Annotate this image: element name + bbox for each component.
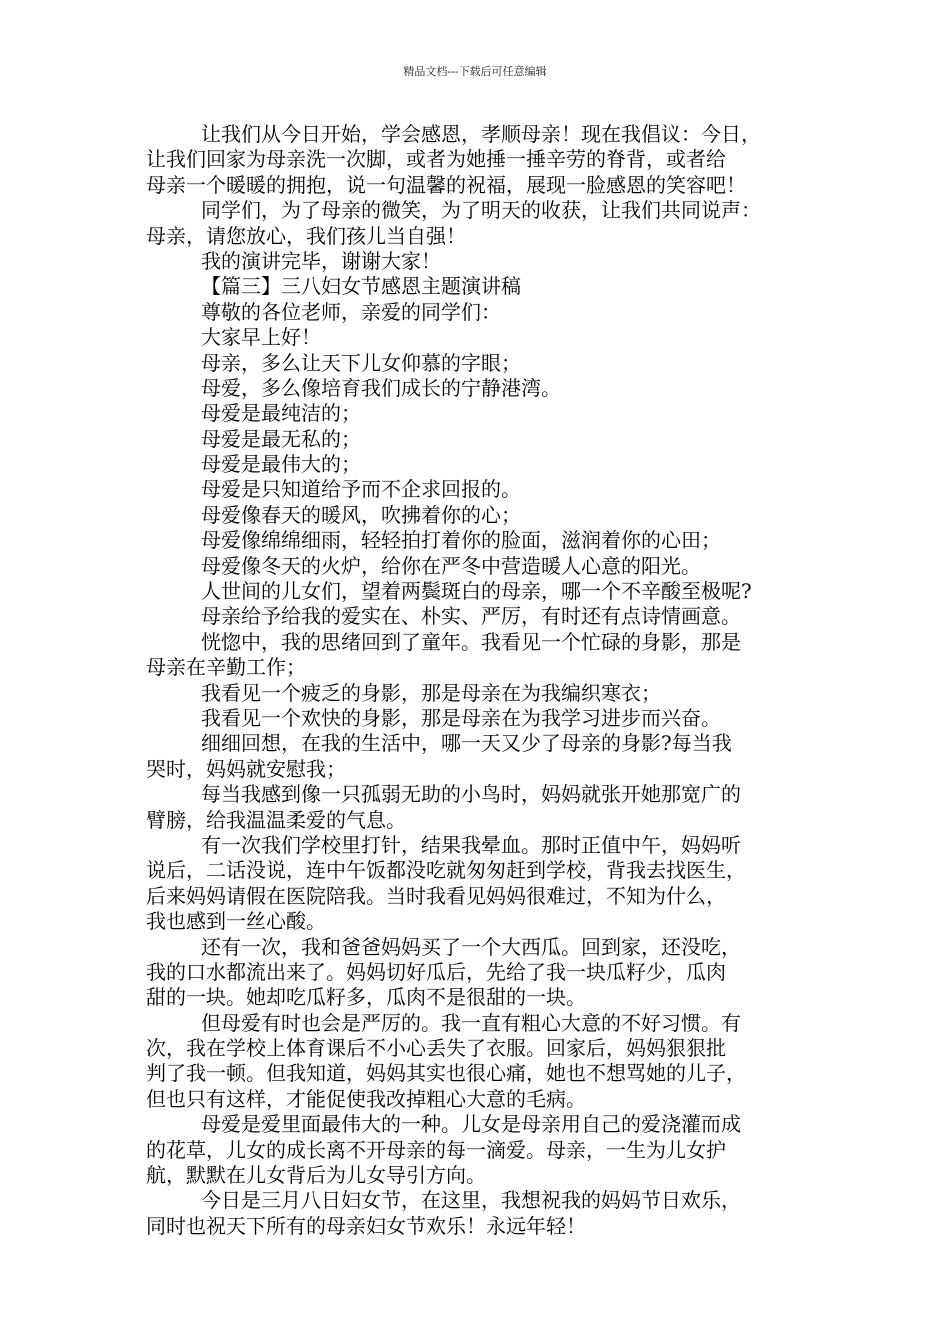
text-line: 母爱，多么像培育我们成长的宁静港湾。: [201, 375, 561, 400]
text-line: 我也感到一丝心酸。: [146, 909, 326, 934]
text-line: 今日是三月八日妇女节，在这里，我想祝我的妈妈节日欢乐，: [201, 1188, 741, 1213]
text-line: 判了我一顿。但我知道，妈妈其实也很心痛，她也不想骂她的儿子，: [146, 1061, 746, 1086]
text-line: 同时也祝天下所有的母亲妇女节欢乐！永远年轻！: [146, 1213, 586, 1238]
text-line: 臂膀，给我温温柔爱的气息。: [146, 807, 406, 832]
text-line: 母爱是最伟大的；: [201, 452, 361, 477]
text-line: 航，默默在儿女背后为儿女导引方向。: [146, 1163, 486, 1188]
text-line: 有一次我们学校里打针，结果我晕血。那时正值中午，妈妈听: [201, 832, 741, 857]
text-line: 我的演讲完毕，谢谢大家！: [201, 248, 441, 273]
text-line: 次，我在学校上体育课后不小心丢失了衣服。回家后，妈妈狠狠批: [146, 1036, 726, 1061]
text-line: 但母爱有时也会是严厉的。我一直有粗心大意的不好习惯。有: [201, 1010, 741, 1035]
text-line: 恍惚中，我的思绪回到了童年。我看见一个忙碌的身影，那是: [201, 629, 741, 654]
text-line: 母爱是爱里面最伟大的一种。儿女是母亲用自己的爱浇灌而成: [201, 1112, 741, 1137]
text-line: 母亲，请您放心，我们孩儿当自强！: [146, 223, 466, 248]
text-line: 我看见一个欢快的身影，那是母亲在为我学习进步而兴奋。: [201, 705, 721, 730]
text-line: 母亲给予给我的爱实在、朴实、严厉，有时还有点诗情画意。: [201, 604, 741, 629]
text-line: 让我们从今日开始，学会感恩，孝顺母亲！现在我倡议：今日，: [201, 122, 761, 146]
document-body: [146, 122, 806, 1239]
text-line: 的花草，儿女的成长离不开母亲的每一滴爱。母亲，一生为儿女护: [146, 1137, 726, 1162]
page-header: 精品文档---下载后可任意编辑: [403, 65, 547, 78]
text-line: 让我们回家为母亲洗一次脚，或者为她捶一捶辛劳的脊背，或者给: [146, 147, 726, 172]
text-line: 母爱是最无私的；: [201, 426, 361, 451]
text-line: 母爱像绵绵细雨，轻轻拍打着你的脸面，滋润着你的心田；: [201, 528, 721, 553]
text-line: 母爱是只知道给予而不企求回报的。: [201, 477, 521, 502]
text-line: 母爱像冬天的火炉，给你在严冬中营造暖人心意的阳光。: [201, 553, 701, 578]
text-line: 母亲在辛勤工作；: [146, 655, 306, 680]
text-line: 但也只有这样，才能促使我改掉粗心大意的毛病。: [146, 1086, 586, 1111]
text-line: 母亲一个暖暖的拥抱，说一句温馨的祝福，展现一脸感恩的笑容吧！: [146, 172, 746, 197]
text-line: 母亲，多么让天下儿女仰慕的字眼；: [201, 350, 521, 375]
text-line: 每当我感到像一只孤弱无助的小鸟时，妈妈就张开她那宽广的: [201, 782, 741, 807]
text-line: 后来妈妈请假在医院陪我。当时我看见妈妈很难过，不知为什么，: [146, 883, 726, 908]
text-line: 说后，二话没说，连中午饭都没吃就匆匆赶到学校，背我去找医生，: [146, 858, 746, 883]
text-line: 我看见一个疲乏的身影，那是母亲在为我编织寒衣；: [201, 680, 661, 705]
text-line: 人世间的儿女们，望着两鬓斑白的母亲，哪一个不辛酸至极呢?: [201, 579, 752, 604]
text-line: 我的口水都流出来了。妈妈切好瓜后，先给了我一块瓜籽少，瓜肉: [146, 959, 726, 984]
text-line: 大家早上好！: [201, 325, 321, 350]
text-line: 甜的一块。她却吃瓜籽多，瓜肉不是很甜的一块。: [146, 985, 586, 1010]
text-line: 细细回想，在我的生活中，哪一天又少了母亲的身影?每当我: [201, 731, 732, 756]
text-line: 母爱是最纯洁的；: [201, 401, 361, 426]
text-line: 还有一次，我和爸爸妈妈买了一个大西瓜。回到家，还没吃，: [201, 934, 741, 959]
text-line: 母爱像春天的暖风，吹拂着你的心；: [201, 502, 521, 527]
text-line: 同学们，为了母亲的微笑，为了明天的收获，让我们共同说声：: [201, 198, 761, 223]
text-line: 哭时，妈妈就安慰我；: [146, 756, 346, 781]
text-line: 【篇三】三八妇女节感恩主题演讲稿: [201, 274, 521, 299]
text-line: 尊敬的各位老师，亲爱的同学们：: [201, 299, 501, 324]
